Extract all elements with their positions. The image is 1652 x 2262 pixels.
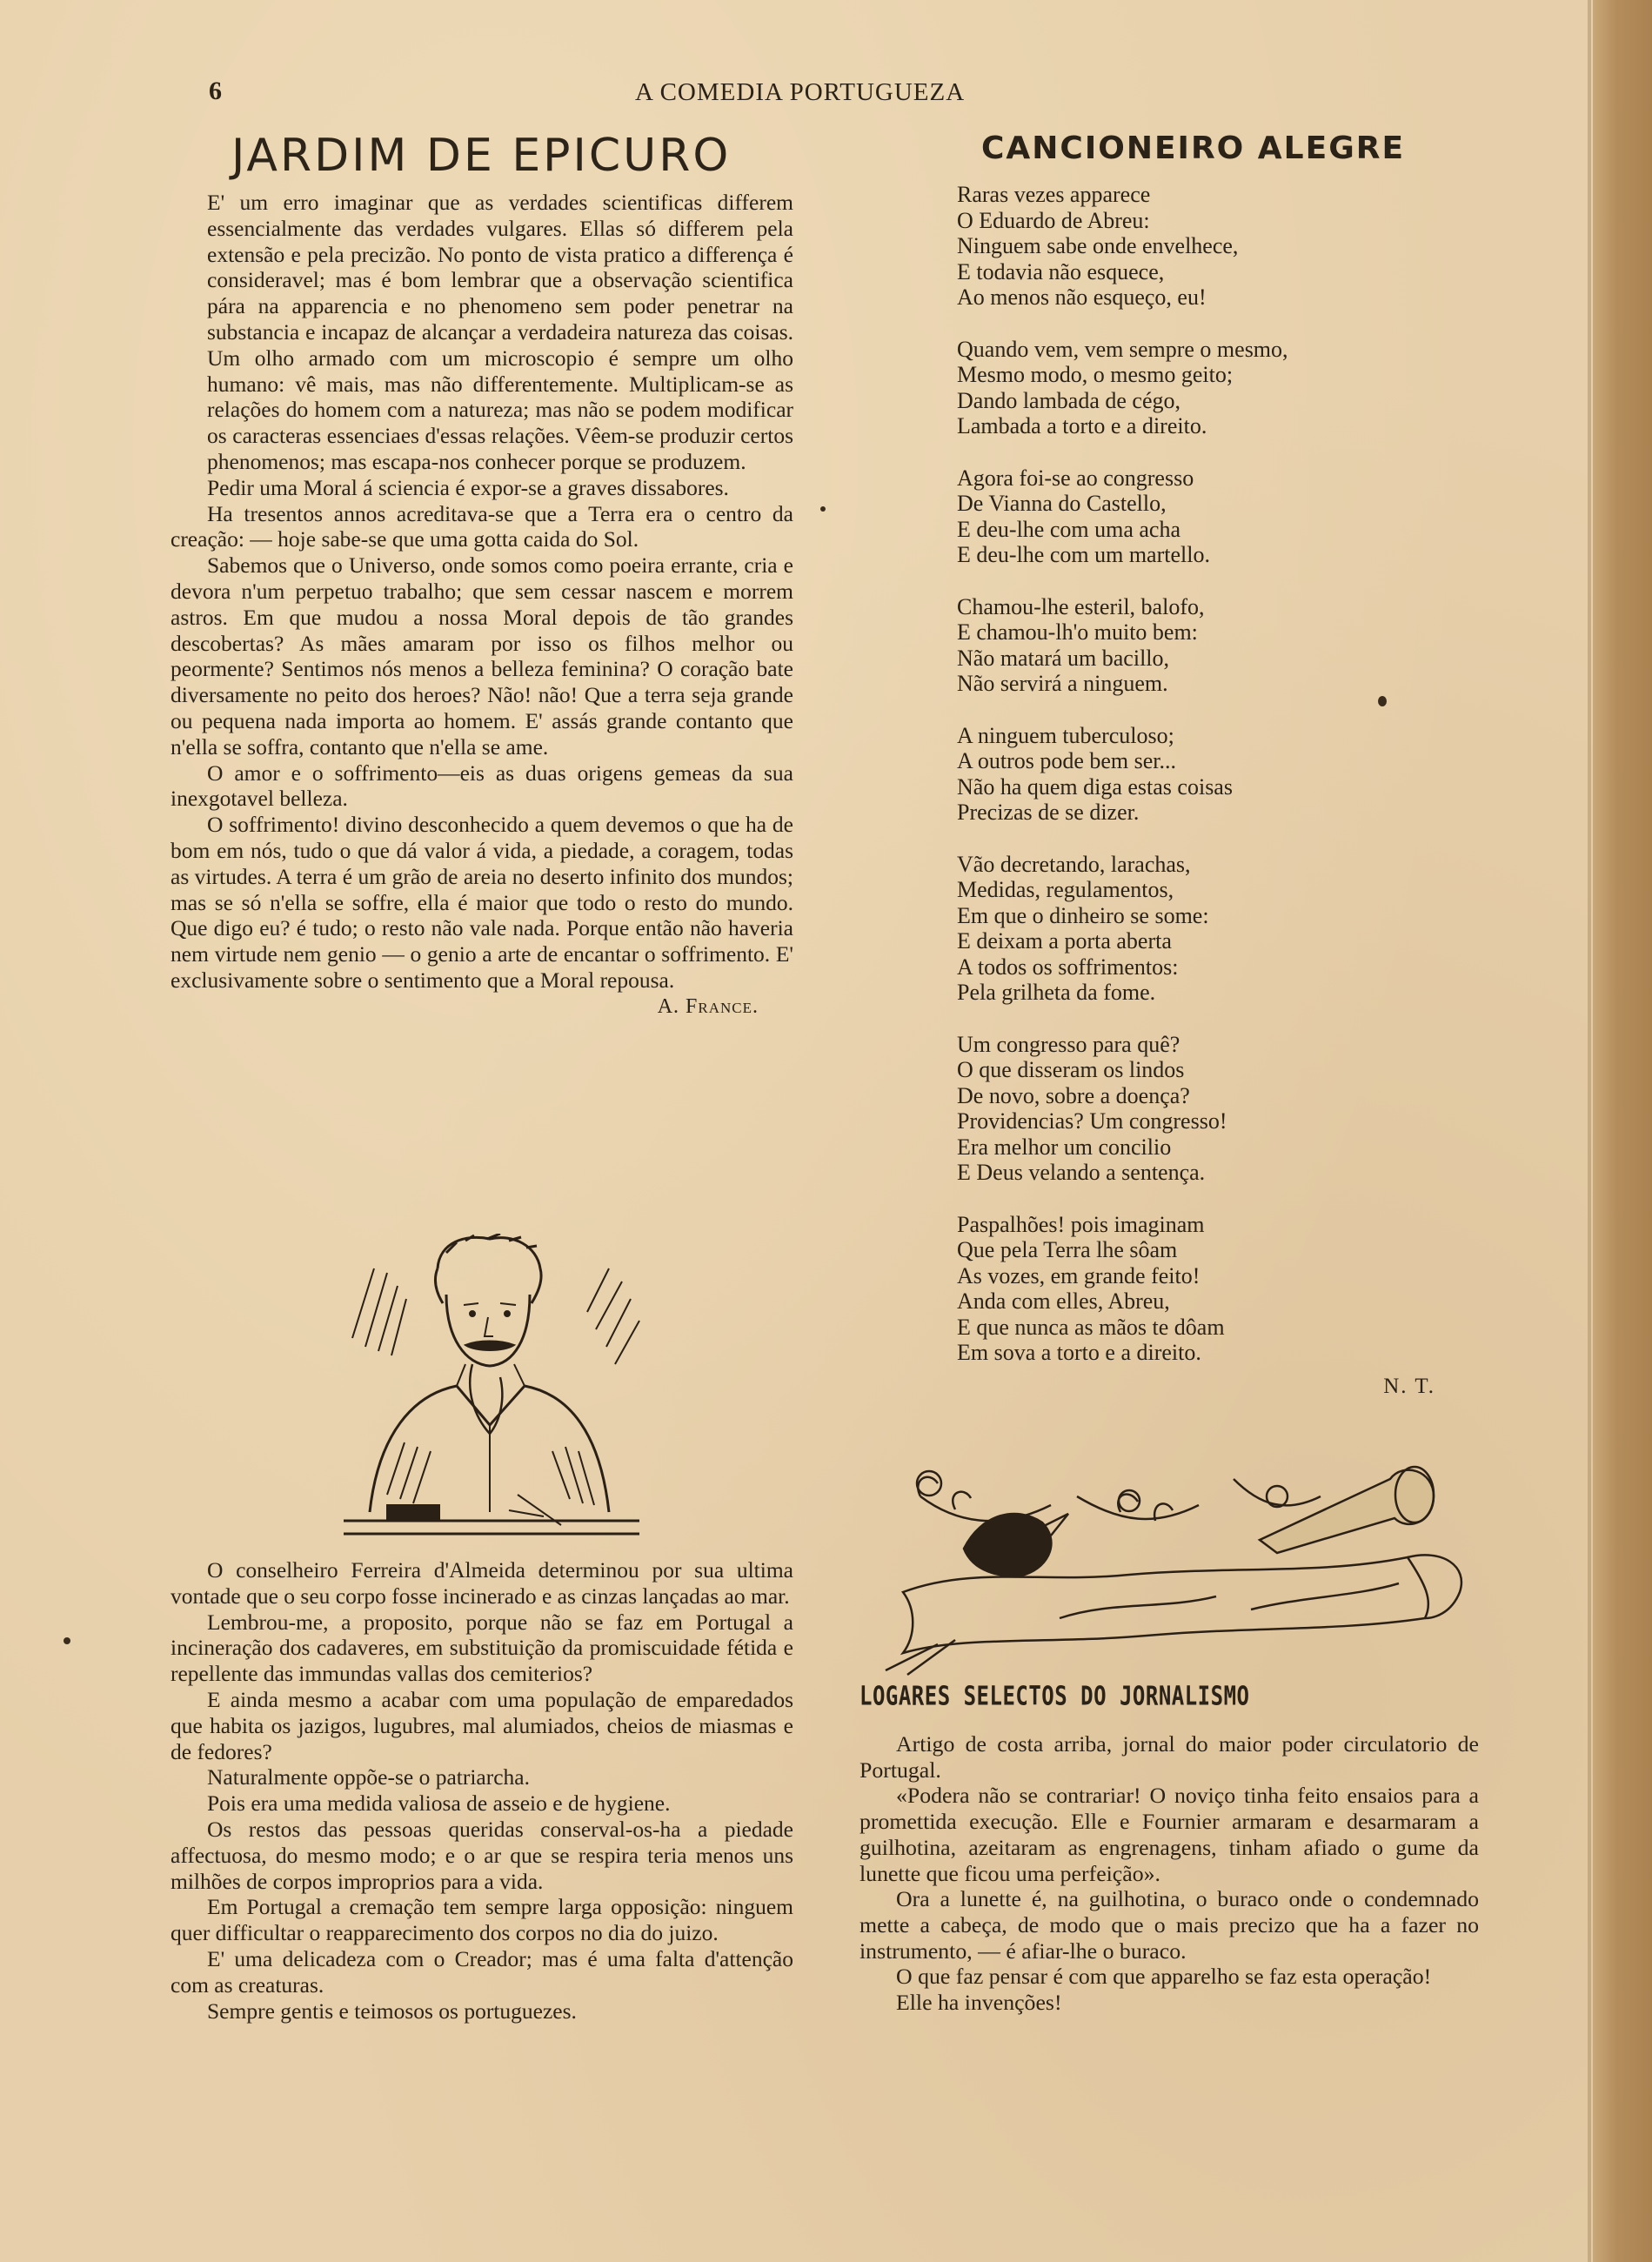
article-cremacao <box>171 1557 793 2024</box>
poem-line: De Vianna do Castello, <box>957 491 1167 516</box>
paragraph: Sempre gentis e teimosos os portuguezes. <box>207 1998 577 2024</box>
poem-line: De novo, sobre a doença? <box>957 1082 1190 1108</box>
publication-title: A COMEDIA PORTUGUEZA <box>635 78 966 106</box>
poem-line: Anda com elles, Abreu, <box>957 1288 1170 1314</box>
poem-line: Vão decretando, larachas, <box>957 851 1191 877</box>
poem-line: Medidas, regulamentos, <box>957 877 1174 902</box>
poem-line: E todavia não esquece, <box>957 258 1165 284</box>
paragraph: O conselheiro Ferreira d'Almeida determinou por sua ultima vontade que o seu corpo fosse incinerado e as cinzas lançadas ao mar. <box>171 1557 793 1609</box>
paragraph: Artigo de costa arriba, jornal do maior poder circulatorio de Portugal. <box>859 1731 1479 1783</box>
page-fold-line <box>1588 0 1591 2262</box>
paragraph: O que faz pensar é com que apparelho se faz esta operação! <box>896 1964 1432 1990</box>
poem-line: Um congresso para quê? <box>957 1031 1180 1057</box>
floral-ornament-icon <box>868 1444 1477 1679</box>
poem-line: Em que o dinheiro se some: <box>957 902 1209 928</box>
portrait-sketch-icon <box>335 1234 648 1543</box>
poem-line: O que disseram os lindos <box>957 1057 1185 1082</box>
poem-line: Pela grilheta da fome. <box>957 980 1156 1005</box>
paragraph: E ainda mesmo a acabar com uma população de emparedados que habita os jazigos, lugubres, mal alumiados, cheios de miasmas e de fedores? <box>171 1686 793 1764</box>
poem-stanza <box>957 337 1479 439</box>
poem-stanza <box>957 723 1479 826</box>
paragraph: Naturalmente oppõe-se o patriarcha. <box>207 1764 530 1790</box>
paragraph: O soffrimento! divino desconhecido a quem devemos o que ha de bom em nós, tudo o que dá valor á vida, a piedade, a coragem, todas as virtudes. A terra é um grão de areia no deserto infinito dos mundos; mas se só n'ella se soffre, ella é maior que todo o resto do mundo. Que digo eu? é tudo; o resto não vale nada. Porque então não haveria nem virtude nem genio — o genio a arte de encantar o soffrimento. E' exclusivamente sobre o sentimento que a Moral repousa. <box>171 812 793 993</box>
paragraph: O amor e o soffrimento—eis as duas origens gemeas da sua inexgotavel belleza. <box>171 760 793 812</box>
poem-line: Ao menos não esqueço, eu! <box>957 284 1207 310</box>
portrait-illustration <box>335 1234 648 1543</box>
paragraph: Ora a lunette é, na guilhotina, o buraco onde o condemnado mette a cabeça, de modo que o mais precizo que ha a fazer no instrumento, — é afiar-lhe o buraco. <box>859 1886 1479 1964</box>
poem-line: E que nunca as mãos te dôam <box>957 1314 1225 1340</box>
article-title: JARDIM DE EPICURO <box>231 130 732 182</box>
ink-speck <box>1378 696 1387 706</box>
ink-speck <box>64 1637 70 1644</box>
paragraph: Sabemos que o Universo, onde somos como poeira errante, cria e devora n'um perpetuo trabalho; que sem cessar nascem e morrem astros. Em que mudou a nossa Moral depois de tão grandes descobertas? As mães amaram por isso os filhos melhor ou peormente? Sentimos nós menos a belleza feminina? O coração bate diversamente no peito dos heroes? Não! não! Que a terra seja grande ou pequena nada importa ao homem. E' assás grande contanto que n'ella se soffra, contanto que n'ella se ame. <box>171 552 793 760</box>
poem-line: Agora foi-se ao congresso <box>957 465 1194 491</box>
poem-line: E chamou-lh'o muito bem: <box>957 619 1198 645</box>
poem-line: Ninguem sabe onde envelhece, <box>957 233 1239 258</box>
poem-stanza <box>957 182 1479 311</box>
poem-line: Lambada a torto e a direito. <box>957 413 1207 438</box>
poem-line: E deu-lhe com uma acha <box>957 516 1180 542</box>
section-heading: LOGARES SELECTOS DO JORNALISMO <box>859 1681 1250 1711</box>
poem-stanza <box>957 465 1479 568</box>
poem-line: Não ha quem diga estas coisas <box>957 773 1233 800</box>
article-logares-selectos <box>859 1731 1479 2016</box>
article-body <box>171 190 793 994</box>
paragraph: Ha tresentos annos acreditava-se que a Terra era o centro da creação: — hoje sabe-se que uma gotta caida do Sol. <box>171 500 793 552</box>
paragraph: Em Portugal a cremação tem sempre larga opposição: ninguem quer difficultar o reapparecimento dos corpos no dia do juizo. <box>171 1894 793 1946</box>
poem-line: Quando vem, vem sempre o mesmo, <box>957 336 1288 362</box>
article-body <box>859 1731 1479 2016</box>
poem-line: E deixam a porta aberta <box>957 928 1172 954</box>
poem-line: E deu-lhe com um martello. <box>957 542 1210 567</box>
poem-cancioneiro-alegre <box>957 130 1479 1399</box>
poem-line: Era melhor um concilio <box>957 1134 1172 1160</box>
poem-stanza <box>957 852 1479 1006</box>
page-edge <box>1593 0 1652 2262</box>
paragraph: Lembrou-me, a proposito, porque não se faz em Portugal a incineração dos cadaveres, em substituição da promiscuidade fétida e repellente das immundas vallas dos cemiterios? <box>171 1609 793 1687</box>
poem-line: Que pela Terra lhe sôam <box>957 1237 1178 1262</box>
paragraph: Os restos das pessoas queridas conserval-os-ha a piedade affectuosa, do mesmo modo; e o ar que se respira teria menos uns milhões de corpos improprios para a vida. <box>171 1816 793 1894</box>
poem-line: A ninguem tuberculoso; <box>957 722 1174 748</box>
paragraph: Pedir uma Moral á sciencia é expor-se a graves dissabores. <box>207 474 729 500</box>
paragraph: «Podera não se contrariar! O noviço tinha feito ensaios para a promettida execução. Elle e Fournier armaram e desarmaram a guilhotina, azeitaram as engrenagens, tinham afiado o gume da lunette que ficou uma perfeição». <box>859 1783 1479 1886</box>
poem-line: O Eduardo de Abreu: <box>957 207 1150 233</box>
page-header <box>0 77 1592 120</box>
poem-line: Não servirá a ninguem. <box>957 671 1168 696</box>
poem-line: Precizas de se dizer. <box>957 800 1140 825</box>
poem-line: Raras vezes apparece <box>957 182 1151 207</box>
ink-speck <box>820 506 826 512</box>
paragraph: Elle ha invenções! <box>896 1990 1062 2016</box>
poem-line: Em sova a torto e a direito. <box>957 1340 1201 1365</box>
poem-line: Mesmo modo, o mesmo geito; <box>957 362 1234 387</box>
page-number: 6 <box>209 77 222 105</box>
article-body <box>171 1557 793 2024</box>
poem-line: A todos os soffrimentos: <box>957 954 1179 980</box>
paragraph: E' um erro imaginar que as verdades scientificas differem essencialmente das verdades vulgares. Ellas só differem pela extensão e pela precizão. No ponto de vista pratico a differença é consideravel; mas é bom lembrar que a observação scientifica pára na apparencia e no phenomeno sem poder penetrar na substancia e incapaz de alcançar a verdadeira natureza das coisas. Um olho armado com um microscopio é sempre um olho humano: vê mais, mas não differentemente. Multiplicam-se as relações do homem com a natureza; mas não se podem modificar os caracteras essenciaes d'essas relações. Vêem-se produzir certos phenomenos; mas escapa-nos conhecer porque se produzem. <box>207 190 793 474</box>
poem-title: CANCIONEIRO ALEGRE <box>981 130 1406 166</box>
poem-line: Providencias? Um congresso! <box>957 1108 1227 1134</box>
ornament-illustration <box>868 1444 1477 1679</box>
paragraph: Pois era uma medida valiosa de asseio e de hygiene. <box>207 1790 671 1817</box>
author-signature: A. France. <box>657 994 759 1018</box>
poem-line: As vozes, em grande feito! <box>957 1262 1201 1288</box>
poem-line: A outros pode bem ser... <box>957 748 1177 773</box>
poem-line: Chamou-lhe esteril, balofo, <box>957 593 1205 619</box>
poem-stanza <box>957 1032 1479 1186</box>
poem-line: Não matará um bacillo, <box>957 645 1170 671</box>
paragraph: E' uma delicadeza com o Creador; mas é uma falta d'attenção com as creaturas. <box>171 1945 793 1998</box>
article-jardim-de-epicuro <box>171 130 793 1019</box>
poem-line: Dando lambada de cégo, <box>957 387 1181 413</box>
poem-line: Paspalhões! pois imaginam <box>957 1211 1205 1237</box>
poem-signature: N. T. <box>1383 1374 1435 1398</box>
poem-stanza <box>957 594 1479 697</box>
poem-line: E Deus velando a sentença. <box>957 1160 1206 1185</box>
poem-stanza <box>957 1212 1479 1366</box>
